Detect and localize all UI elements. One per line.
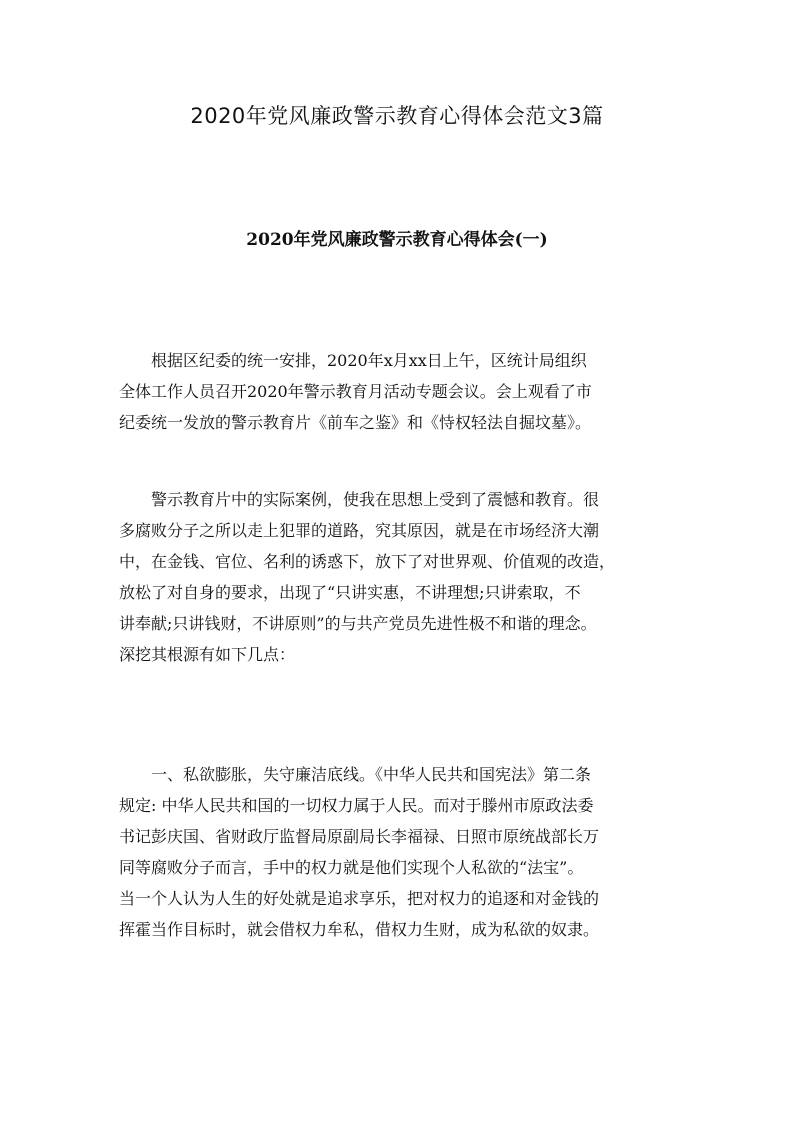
document-title: 2020年党风廉政警示教育心得体会范文3篇 — [190, 104, 604, 128]
section-title: 2020年党风廉政警示教育心得体会(一) — [246, 230, 548, 250]
paragraph-line: 挥霍当作目标时，就会借权力牟私，借权力生财，成为私欲的奴隶。 — [119, 920, 600, 939]
paragraph-line: 当一个人认为人生的好处就是追求享乐，把对权力的追逐和对金钱的 — [119, 889, 600, 908]
paragraph-line: 书记彭庆国、省财政厅监督局原副局长李福禄、日照市原统战部长万 — [119, 827, 600, 846]
paragraph-1 — [119, 345, 679, 438]
paragraph-line: 警示教育片中的实际案例，使我在思想上受到了震憾和教育。很 — [119, 490, 600, 509]
paragraph-line: 讲奉献;只讲钱财，不讲原则”的与共产党员先进性极不和谐的理念。 — [119, 614, 597, 633]
paragraph-line: 全体工作人员召开2020年警示教育月活动专题会议。会上观看了市 — [119, 382, 592, 401]
paragraph-line: 规定: 中华人民共和国的一切权力属于人民。而对于滕州市原政法委 — [119, 796, 594, 815]
paragraph-line: 一、私欲膨胀，失守廉洁底线。《中华人民共和国宪法》第二条 — [119, 765, 592, 784]
paragraph-line: 深挖其根源有如下几点： — [119, 645, 296, 664]
paragraph-line: 放松了对自身的要求，出现了“只讲实惠，不讲理想;只讲索取，不 — [119, 583, 581, 602]
paragraph-line: 纪委统一发放的警示教育片《前车之鉴》和《恃权轻法自掘坟墓》。 — [119, 413, 592, 432]
paragraph-3 — [119, 759, 679, 945]
paragraph-line: 同等腐败分子而言，手中的权力就是他们实现个人私欲的“法宝”。 — [119, 858, 584, 877]
paragraph-line: 根据区纪委的统一安排，2020年x月xx日上午，区统计局组织 — [119, 351, 587, 370]
paragraph-2 — [119, 484, 679, 670]
paragraph-line: 多腐败分子之所以走上犯罪的道路，究其原因，就是在市场经济大潮 — [119, 521, 600, 540]
paragraph-line: 中，在金钱、官位、名利的诱惑下，放下了对世界观、价值观的改造， — [119, 552, 616, 571]
